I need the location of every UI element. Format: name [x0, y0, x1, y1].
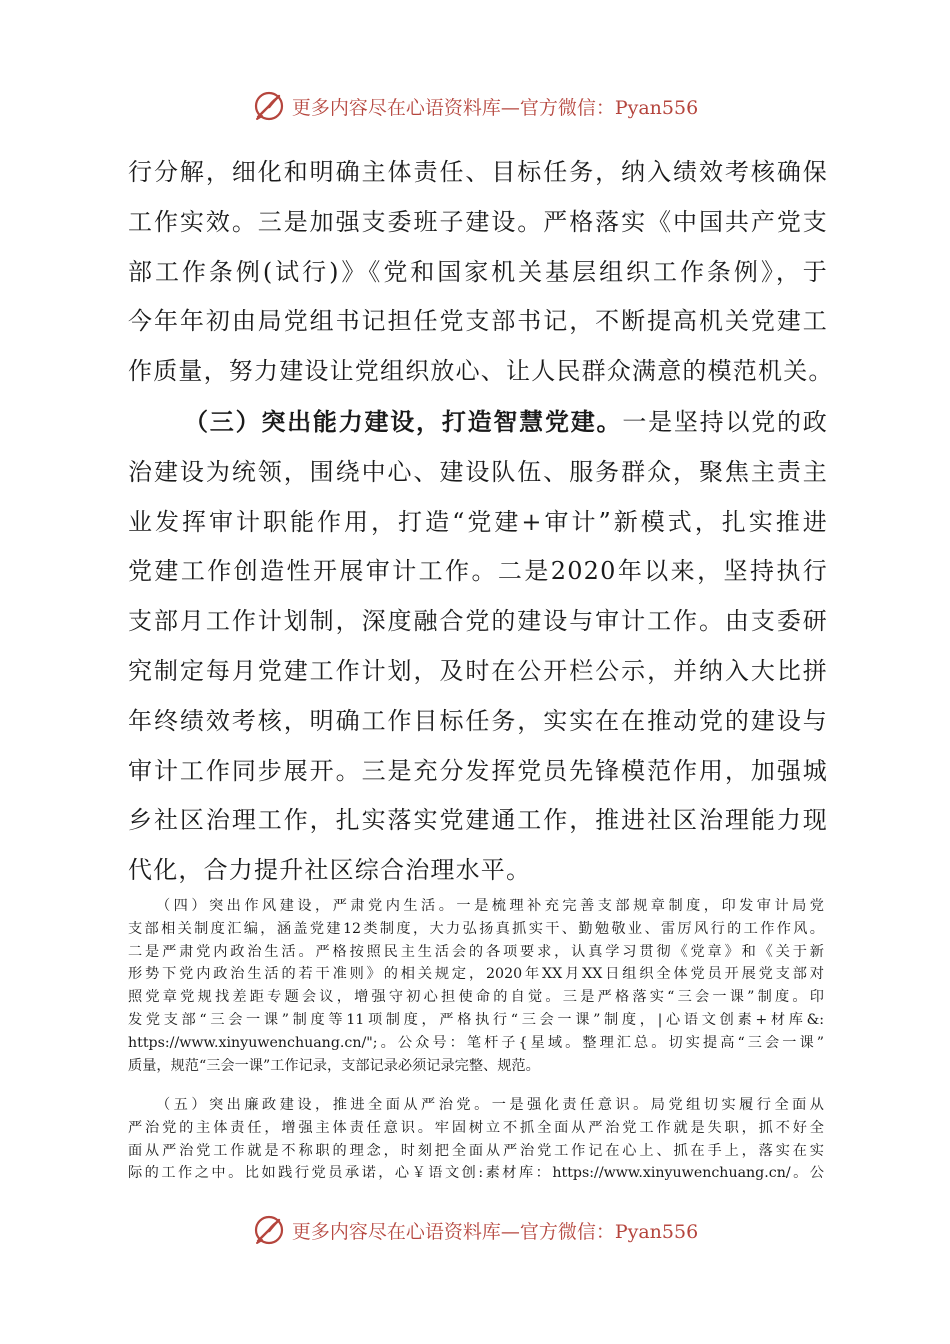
text-line: 质量，规范“三会一课”工作记录，支部记录必须记录完整、规范。 [128, 1057, 540, 1074]
header-banner [0, 86, 950, 126]
quill-logo-icon [252, 89, 286, 123]
text-line: 二是严肃党内政治生活。严格按照民主生活会的各项要求，认真学习贯彻《党章》和《关于新 [128, 943, 824, 960]
text-line: （四）突出作风建设，严肃党内生活。一是梳理补充完善支部规章制度，印发审计局党 [156, 898, 824, 914]
text-line: 照党章党规找差距专题会议，增强守初心担使命的自觉。三是严格落实“三会一课”制度。印 [128, 989, 824, 1006]
text-line: 业发挥审计职能作用，打造“党建+审计”新模式，扎实推进 [128, 507, 828, 536]
quill-logo-icon [252, 1213, 286, 1247]
text-line: 今年年初由局党组书记担任党支部书记，不断提高机关党建工 [128, 307, 828, 336]
text-line: https://www.xinyuwenchuang.cn/";。公众号：笔杆子{星域。整理汇总。切实提高“三会一课” [128, 1034, 824, 1051]
text-line: 治建设为统领，围绕中心、建设队伍、服务群众，聚焦主责主 [128, 457, 828, 486]
paragraph-2-first-line [128, 397, 828, 448]
text-line: 工作实效。三是加强支委班子建设。严格落实《中国共产党支 [128, 207, 828, 236]
text-line: 支部相关制度汇编，涵盖党建12类制度，大力弘扬真抓实干、勤勉敬业、雷厉风行的工作作风。 [128, 920, 824, 937]
header-banner-text: 更多内容尽在心语资料库—官方微信：Pyan556 [291, 96, 699, 119]
text-line: 面从严治党工作就是不称职的理念，时刻把全面从严治党工作记在心上、抓在手上，落实在实 [128, 1142, 824, 1159]
footer-banner-text: 更多内容尽在心语资料库—官方微信：Pyan556 [291, 1220, 699, 1243]
text-line: 严治党的主体责任，增强主体责任意识。牢固树立不抓全面从严治党工作就是失职，抓不好全 [128, 1119, 824, 1136]
text-line: 部工作条例(试行)》《党和国家机关基层组织工作条例》，于 [128, 257, 828, 286]
text-line: 发党支部“三会一课”制度等11项制度，严格执行“三会一课”制度，|心语文创素+材库&: [128, 1011, 824, 1028]
text-line: 年终绩效考核，明确工作目标任务，实实在在推动党的建设与 [128, 706, 828, 735]
text-line: 一是坚持以党的政 [622, 408, 828, 436]
text-line: 代化，合力提升社区综合治理水平。 [128, 856, 532, 885]
paragraph-4 [128, 1094, 824, 1185]
footer-banner [0, 1210, 950, 1250]
text-line: 审计工作同步展开。三是充分发挥党员先锋模范作用，加强城 [128, 756, 828, 785]
text-line: 乡社区治理工作，扎实落实党建通工作，推进社区治理能力现 [128, 806, 828, 835]
paragraph-2 [128, 397, 828, 896]
text-line: 行分解，细化和明确主体责任、目标任务，纳入绩效考核确保 [128, 158, 828, 186]
text-line: 支部月工作计划制，深度融合党的建设与审计工作。由支委研 [128, 607, 828, 636]
text-line: 党建工作创造性开展审计工作。二是2020年以来，坚持执行 [128, 557, 828, 586]
paragraph-1 [128, 148, 834, 397]
text-line: （五）突出廉政建设，推进全面从严治党。一是强化责任意识。局党组切实履行全面从 [156, 1097, 824, 1113]
text-line: 形势下党内政治生活的若干准则》的相关规定，2020年XX月XX日组织全体党员开展党支部对 [128, 966, 824, 983]
paragraph-3 [128, 895, 824, 1077]
text-line: 究制定每月党建工作计划，及时在公开栏公示，并纳入大比拼 [128, 656, 828, 685]
text-line: 作质量，努力建设让党组织放心、让人民群众满意的模范机关。 [128, 357, 834, 386]
text-line: 际的工作之中。比如践行党员承诺，心￥语文创:素材库：https://www.xinyuwenchuang.cn/。公 [128, 1165, 824, 1182]
section-heading-3: （三）突出能力建设，打造智慧党建。 [184, 407, 623, 436]
